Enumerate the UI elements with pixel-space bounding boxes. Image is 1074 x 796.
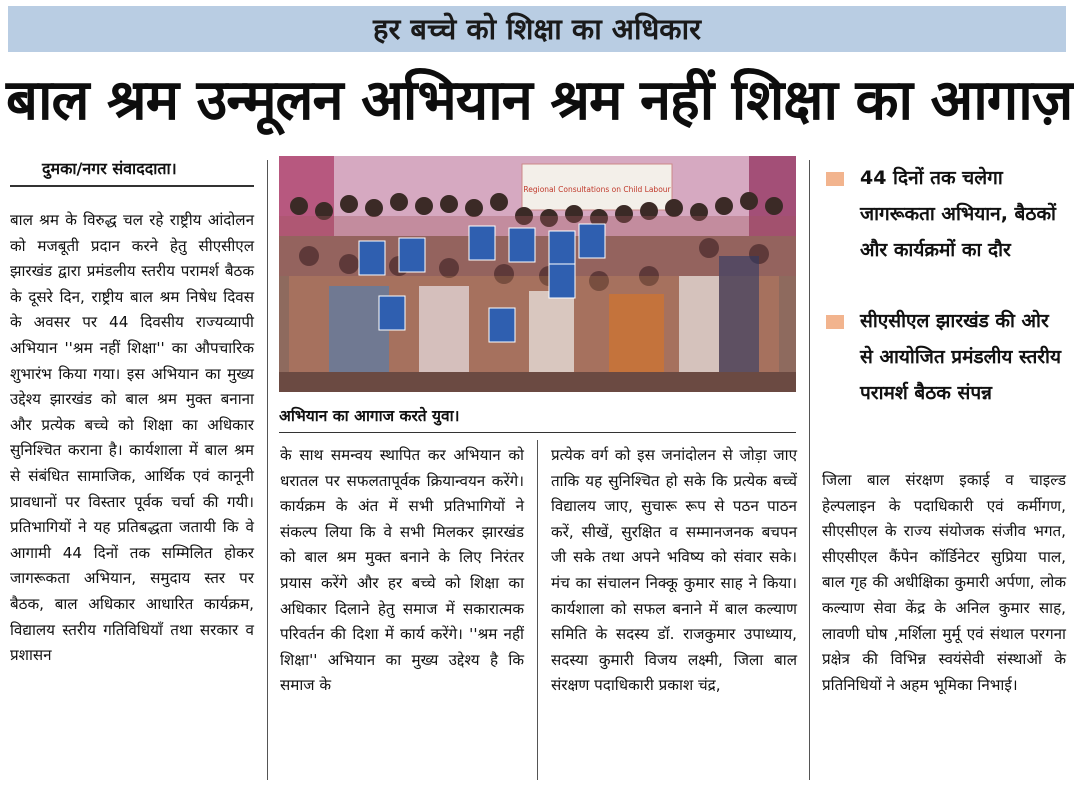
column-divider <box>809 160 810 780</box>
byline-rule <box>10 185 254 187</box>
article-column-4: जिला बाल संरक्षण इकाई व चाइल्ड हेल्पलाइन के पदाधिकारी एवं कर्मीगण, सीएसीएल के राज्य संयोजक संजीव भगत, सीएसीएल कैंपेन कॉर्डिनेटर सुप्रिया पाल, बाल गृह की अधीक्षिका कुमारी अर्पणा, लोक कल्याण सेवा केंद्र के अनिल कुमार साह, लावणी घोष ,मर्शिला मुर्मू एवं संथाल परगना प्रक्षेत्र की विभिन्न स्वयंसेवी संस्थाओं के प्रतिनिधियों ने अहम भूमिका निभाई। <box>822 471 1066 694</box>
photo-banner-text: Regional Consultations on Child Labour <box>523 185 671 194</box>
headline: बाल श्रम उन्मूलन अभियान श्रम नहीं शिक्षा का आगाज़ <box>6 68 1073 133</box>
bullet-square-icon <box>826 315 844 329</box>
highlight-item-2: सीएसीएल झारखंड की ओर से आयोजित प्रमंडलीय स्तरीय परामर्श बैठक संपन्न <box>828 303 1068 411</box>
article-column-3: प्रत्येक वर्ग को इस जनांदोलन से जोड़ा जाए ताकि यह सुनिश्चित हो सके कि प्रत्येक बच्चें विद्यालय जाए, सुचारू रूप से पठन पाठन करें, सीखें, सुरक्षित व सम्मानजनक बचपन जी सके तथा अपने भविष्य को संवार सके। मंच का संचालन निक्कू कुमार साह ने किया। कार्यशाला को सफल बनाने में बाल कल्याण समिति के सदस्य डॉ. राजकुमार उपाध्याय, सदस्या कुमारी विजय लक्ष्मी, जिला बाल संरक्षण पदाधिकारी प्रकाश चंद्र, <box>551 446 797 695</box>
event-photo <box>279 156 796 392</box>
photo-caption: अभियान का आगाज करते युवा। <box>279 407 460 425</box>
byline: दुमका/नगर संवाददाता। <box>42 159 177 178</box>
section-kicker: हर बच्चे को शिक्षा का अधिकार <box>8 6 1066 52</box>
highlight-item-1: 44 दिनों तक चलेगा जागरूकता अभियान, बैठकों और कार्यक्रमों का दौर <box>828 160 1068 268</box>
bullet-square-icon <box>826 172 844 186</box>
column-divider <box>267 160 268 780</box>
caption-rule <box>279 432 796 433</box>
column-divider <box>537 440 538 780</box>
article-column-1: बाल श्रम के विरुद्ध चल रहे राष्ट्रीय आंदोलन को मजबूती प्रदान करने हेतु सीएसीएल झारखंड द्वारा प्रमंडलीय स्तरीय परामर्श बैठक के दूसरे दिन, राष्ट्रीय बाल श्रम निषेध दिवस के अवसर पर 44 दिवसीय राज्यव्यापी अभियान ''श्रम नहीं शिक्षा'' का औपचारिक शुभारंभ किया गया। इस अभियान का मुख्य उद्देश्य झारखंड को बाल श्रम मुक्त बनाना और प्रत्येक बच्चे को शिक्षा का अधिकार सुनिश्चित कराना है। कार्यशाला में बाल श्रम से संबंधित सामाजिक, आर्थिक एवं कानूनी प्रावधानों पर विस्तार पूर्वक चर्चा की गयी। प्रतिभागियों ने यह प्रतिबद्धता जतायी कि वे आगामी 44 दिनों तक सम्मिलित होकर जागरूकता अभियान, समुदाय स्तर पर बैठक, बाल अधिकार आधारित कार्यक्रम, विद्यालय स्तरीय गतिविधियाँ तथा सरकार व प्रशासन <box>10 211 254 665</box>
article-column-2: के साथ समन्वय स्थापित कर अभियान को धरातल पर सफलतापूर्वक क्रियान्वयन करेंगे।कार्यक्रम के अंत में सभी प्रतिभागियों ने संकल्प लिया कि वे सभी मिलकर झारखंड को बाल श्रम मुक्त बनाने के लिए निरंतर प्रयास करेंगे और हर बच्चे को शिक्षा का अधिकार दिलाने हेतु समाज में सकारात्मक परिवर्तन की दिशा में कार्य करेंगे। ''श्रम नहीं शिक्षा'' अभियान का मुख्य उद्देश्य है कि समाज के <box>280 446 524 695</box>
